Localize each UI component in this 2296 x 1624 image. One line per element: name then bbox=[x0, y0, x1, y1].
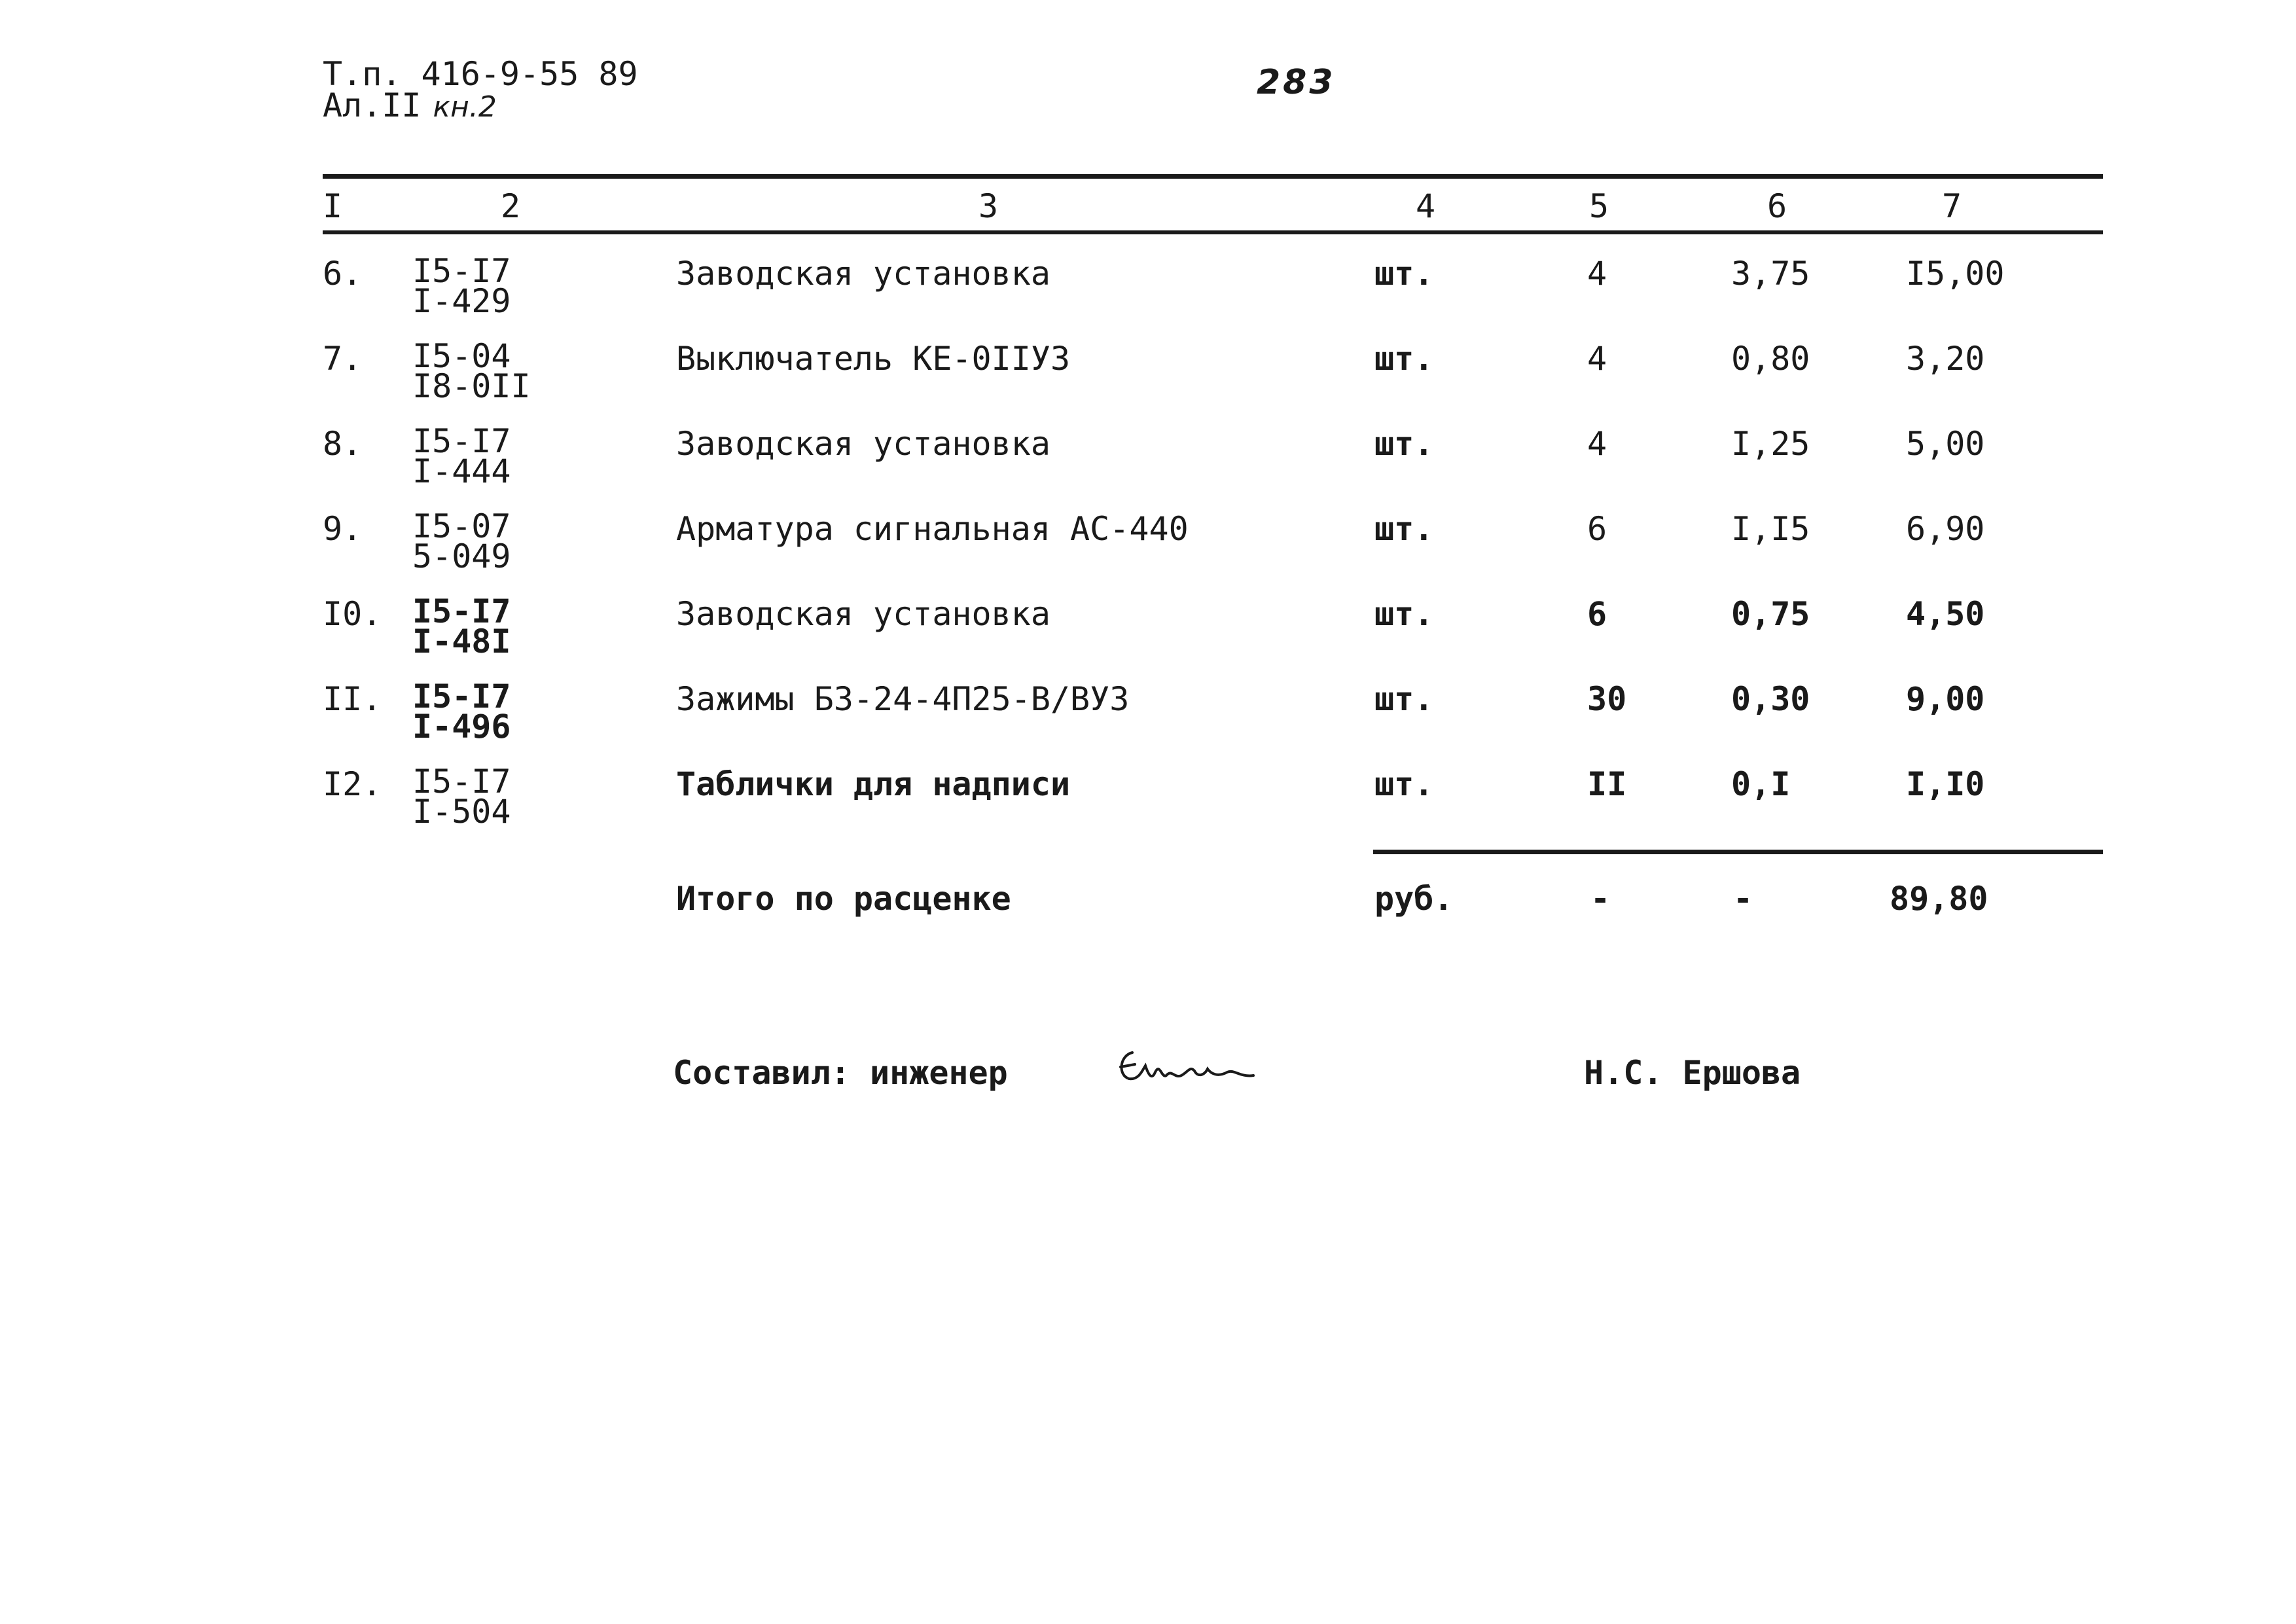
item-qty: 4 bbox=[1587, 425, 1607, 463]
handwritten-signature bbox=[1113, 1039, 1270, 1098]
column-number-3: 3 bbox=[978, 187, 999, 225]
rate-code: I5-I7 I-429 bbox=[412, 252, 511, 320]
item-qty: II bbox=[1587, 765, 1627, 803]
item-price: I,25 bbox=[1731, 425, 1810, 463]
item-total: 6,90 bbox=[1906, 510, 1985, 548]
column-number-2: 2 bbox=[501, 187, 521, 225]
table-row bbox=[0, 677, 2296, 755]
item-name: Арматура сигнальная АС-440 bbox=[676, 510, 1189, 548]
total-value: 89,80 bbox=[1890, 880, 1988, 918]
column-number-5: 5 bbox=[1589, 187, 1609, 225]
item-name: Выключатель КЕ-0IIУ3 bbox=[676, 340, 1071, 378]
item-total: I5,00 bbox=[1906, 255, 2005, 293]
item-qty: 30 bbox=[1587, 680, 1627, 718]
page-number: 283 bbox=[1257, 63, 1336, 102]
row-number: 7. bbox=[323, 340, 363, 378]
rate-code: I5-I7 I-444 bbox=[412, 422, 511, 490]
table-row bbox=[0, 252, 2296, 329]
item-unit: шт. bbox=[1374, 510, 1434, 548]
column-number-4: 4 bbox=[1416, 187, 1436, 225]
item-unit: шт. bbox=[1374, 680, 1434, 718]
table-header-rule bbox=[323, 230, 2103, 234]
table-row bbox=[0, 507, 2296, 585]
total-rule bbox=[1373, 850, 2103, 854]
item-name: Заводская установка bbox=[676, 595, 1050, 633]
document-code: Т.п. 416-9-55 89 bbox=[323, 55, 638, 93]
row-number: 8. bbox=[323, 425, 363, 463]
rate-code: I5-I7 I-504 bbox=[412, 763, 511, 831]
total-label: Итого по расценке bbox=[676, 880, 1011, 918]
table-row bbox=[0, 592, 2296, 670]
item-qty: 4 bbox=[1587, 255, 1607, 293]
table-top-rule bbox=[323, 174, 2103, 179]
rate-code: I5-07 5-049 bbox=[412, 507, 511, 575]
rate-code: I5-04 I8-0II bbox=[412, 337, 531, 405]
item-unit: шт. bbox=[1374, 765, 1434, 803]
column-number-1: I bbox=[323, 187, 343, 225]
column-number-6: 6 bbox=[1767, 187, 1787, 225]
item-price: 0,I bbox=[1731, 765, 1791, 803]
row-number: I0. bbox=[323, 595, 382, 633]
rate-code: I5-I7 I-48I bbox=[412, 592, 511, 660]
item-unit: шт. bbox=[1374, 340, 1434, 378]
album-label bbox=[323, 86, 497, 124]
item-price: 0,80 bbox=[1731, 340, 1810, 378]
total-row bbox=[0, 882, 2296, 928]
compiled-by-label: Составил: инженер bbox=[673, 1054, 1008, 1092]
total-unit: руб. bbox=[1374, 880, 1454, 918]
book-number: кн.2 bbox=[433, 90, 497, 124]
table-row bbox=[0, 337, 2296, 414]
row-number: I2. bbox=[323, 765, 382, 803]
rate-code: I5-I7 I-496 bbox=[412, 677, 511, 746]
item-total: 4,50 bbox=[1906, 595, 1985, 633]
item-unit: шт. bbox=[1374, 595, 1434, 633]
item-price: 0,30 bbox=[1731, 680, 1810, 718]
item-name: Таблички для надписи bbox=[676, 765, 1071, 803]
item-name: Заводская установка bbox=[676, 425, 1050, 463]
item-name: Зажимы БЗ-24-4П25-В/ВУЗ bbox=[676, 680, 1130, 718]
item-qty: 6 bbox=[1587, 510, 1607, 548]
row-number: 9. bbox=[323, 510, 363, 548]
column-number-7: 7 bbox=[1942, 187, 1962, 225]
item-qty: 4 bbox=[1587, 340, 1607, 378]
item-qty: 6 bbox=[1587, 595, 1607, 633]
item-name: Заводская установка bbox=[676, 255, 1050, 293]
row-number: 6. bbox=[323, 255, 363, 293]
engineer-name: Н.С. Ершова bbox=[1584, 1054, 1801, 1092]
item-total: 5,00 bbox=[1906, 425, 1985, 463]
item-price: 3,75 bbox=[1731, 255, 1810, 293]
item-unit: шт. bbox=[1374, 425, 1434, 463]
item-price: I,I5 bbox=[1731, 510, 1810, 548]
row-number: II. bbox=[323, 680, 382, 718]
item-unit: шт. bbox=[1374, 255, 1434, 293]
item-total: I,I0 bbox=[1906, 765, 1985, 803]
table-row bbox=[0, 422, 2296, 499]
item-total: 9,00 bbox=[1906, 680, 1985, 718]
table-row bbox=[0, 763, 2296, 840]
album-number: Ал.II bbox=[323, 86, 422, 124]
total-price-dash: - bbox=[1733, 880, 1753, 918]
total-qty-dash: - bbox=[1590, 880, 1611, 918]
item-price: 0,75 bbox=[1731, 595, 1810, 633]
item-total: 3,20 bbox=[1906, 340, 1985, 378]
